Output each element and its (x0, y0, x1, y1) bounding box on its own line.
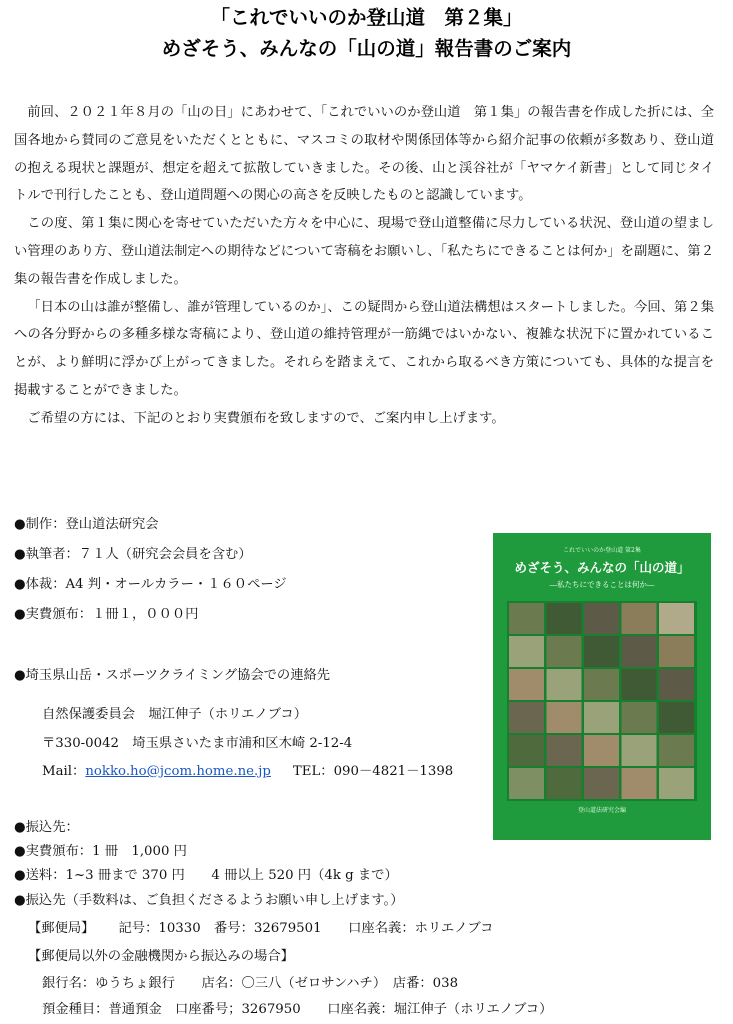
page-title-line1: 「これでいいのか登山道 第２集」 (210, 6, 523, 29)
cover-photo-tile (584, 603, 619, 634)
book-title: めざそう、みんなの「山の道」 (514, 560, 690, 575)
mail-label: Mail： (42, 764, 86, 779)
cover-photo-tile (584, 735, 619, 766)
cover-photo-tile (547, 603, 582, 634)
cover-photo-tile (547, 636, 582, 667)
paragraph-4: ご希望の方には、下記のとおり実費頒布を致しますので、ご案内申し上げます。 (27, 410, 505, 426)
tel-text: TEL：090－4821－1398 (292, 764, 454, 779)
bank-line1: 銀行名：ゆうちょ銀行 店名：〇三八（ゼロサンハチ） 店番：038 (42, 976, 459, 991)
contact-person: 自然保護委員会 堀江伸子（ホリエノブコ） (42, 707, 308, 722)
detail-price: ●実費頒布：１冊１，０００円 (14, 607, 199, 622)
cover-photo-tile (547, 669, 582, 700)
cover-photo-tile (622, 702, 657, 733)
cover-photo-tile (584, 768, 619, 799)
payment-price: ●実費頒布：1 冊 1,000 円 (14, 844, 187, 859)
cover-photo-tile (547, 702, 582, 733)
cover-photo-tile (584, 702, 619, 733)
payment-shipping: ●送料：1~3 冊まで 370 円 4 冊以上 520 円（4k g まで） (14, 868, 398, 883)
cover-photo-tile (547, 768, 582, 799)
cover-photo-tile (509, 636, 544, 667)
cover-photo-tile (659, 603, 694, 634)
detail-producer: ●制作：登山道法研究会 (14, 517, 159, 532)
cover-photo-tile (584, 636, 619, 667)
cover-photo-tile (659, 669, 694, 700)
cover-photo-tile (659, 735, 694, 766)
cover-photo-tile (622, 768, 657, 799)
cover-photo-tile (584, 669, 619, 700)
mail-link[interactable]: nokko.ho@jcom.home.ne.jp (85, 764, 271, 779)
detail-format: ●体裁：A4 判・オールカラー・１６０ページ (14, 577, 287, 592)
bank-line2: 預金種目：普通預金 口座番号；3267950 口座名義：堀江伸子（ホリエノブコ） (42, 1002, 553, 1017)
book-photo-collage (507, 601, 697, 801)
postal-heading: 【郵便局】 (28, 921, 95, 936)
book-cover-image (493, 533, 711, 840)
contact-address: 〒330-0042 埼玉県さいたま市浦和区木崎 2-12-4 (42, 736, 353, 751)
cover-photo-tile (659, 702, 694, 733)
cover-photo-tile (659, 636, 694, 667)
postal-row (28, 917, 493, 936)
cover-photo-tile (622, 669, 657, 700)
cover-photo-tile (509, 603, 544, 634)
cover-photo-tile (622, 603, 657, 634)
detail-authors: ●執筆者：７１人（研究会会員を含む） (14, 547, 252, 562)
cover-photo-tile (622, 636, 657, 667)
contact-heading: ●埼玉県山岳・スポーツクライミング協会での連絡先 (14, 668, 331, 683)
paragraph-2: この度、第１集に関心を寄せていただいた方々を中心に、現場で登山道整備に尽力している状況、登山道の望ましい管理のあり方、登山道法制定への期待などについて寄稿をお願いし、「私たちにできることは何か」を副題に、第２集の報告書を作成しました。 (14, 216, 714, 287)
intro-text (14, 99, 714, 433)
book-subtitle: ―私たちにできることは何か― (549, 580, 655, 589)
postal-detail: 記号：10330 番号：32679501 口座名義：ホリエノブコ (118, 921, 494, 936)
paragraph-1: 前回、２０２１年８月の「山の日」にあわせて、「これでいいのか登山道 第１集」の報告書を作成した折には、全国各地から賛同のご意見をいただくとともに、マスコミの取材や関係団体等から紹介記事の依頼が多数あり、登山道の抱える現状と課題が、想定を超えて拡散していきました。その後、山と渓谷社が「ヤマケイ新書」として同じタイトルで刊行したことも、登山道問題への関心の高さを反映したものと認識しています。 (14, 105, 714, 204)
cover-photo-tile (622, 735, 657, 766)
cover-photo-tile (509, 702, 544, 733)
payment-heading: ●振込先： (14, 820, 79, 835)
cover-photo-tile (547, 735, 582, 766)
cover-photo-tile (659, 768, 694, 799)
payment-transfer: ●振込先（手数料は、ご負担くださるようお願い申し上げます。） (14, 893, 404, 908)
cover-photo-tile (509, 669, 544, 700)
book-editor: 登山道法研究会編 (577, 807, 626, 814)
cover-photo-tile (509, 768, 544, 799)
paragraph-3: 「日本の山は誰が整備し、誰が管理しているのか」、この疑問から登山道法構想はスタートしました。今回、第２集への各分野からの多種多様な寄稿により、登山道の維持管理が一筋縄ではいかない、複雑な状況下に置かれていることが、より鮮明に浮かび上がってきました。それらを踏まえて、これから取るべき方策についても、具体的な提言を掲載することができました。 (14, 299, 714, 398)
contact-mail-row (42, 760, 453, 779)
bank-heading: 【郵便局以外の金融機関から振込みの場合】 (28, 949, 294, 964)
page-title-line2: めざそう、みんなの「山の道」報告書のご案内 (161, 37, 572, 60)
book-series-label: これでいいのか登山道 第2集 (563, 547, 641, 554)
cover-photo-tile (509, 735, 544, 766)
